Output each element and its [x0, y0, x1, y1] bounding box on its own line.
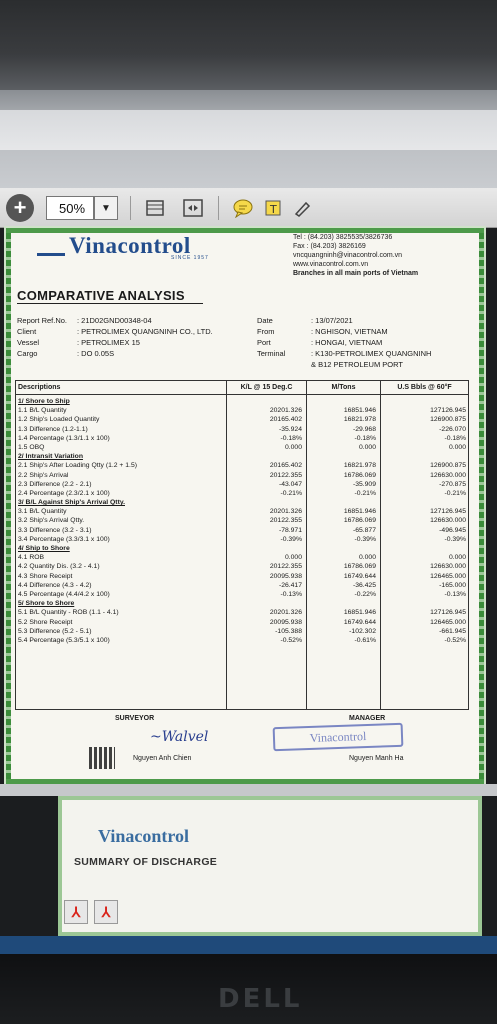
- row-description: 1.4 Percentage (1.3/1.1 x 100): [18, 434, 110, 442]
- pdf-file-button[interactable]: [64, 900, 88, 924]
- info-row: [17, 348, 213, 359]
- row-description: 4.2 Quantity Dis. (3.2 - 4.1): [18, 563, 100, 571]
- row-value: -35.909: [352, 480, 376, 488]
- section-heading: 3/ B/L Against Ship's Arrival Qtty.: [18, 499, 125, 507]
- row-value: 20095.938: [269, 572, 302, 580]
- info-value: : 13/07/2021: [311, 316, 353, 325]
- row-description: 3.4 Percentage (3.3/3.1 x 100): [18, 535, 110, 543]
- analysis-table: [15, 380, 469, 710]
- info-value: & B12 PETROLEUM PORT: [311, 360, 403, 369]
- row-description: 1.5 OBQ: [18, 443, 45, 451]
- kl-column: [228, 397, 302, 645]
- row-value: -26.417: [278, 581, 302, 589]
- row-value: -0.21%: [280, 489, 302, 497]
- since-label: SINCE 1957: [171, 255, 209, 261]
- row-value: 20122.355: [269, 563, 302, 571]
- row-value: 126465.000: [430, 572, 466, 580]
- row-value: 16786.069: [343, 517, 376, 525]
- fit-width-button[interactable]: [180, 194, 206, 222]
- row-value: -35.924: [278, 425, 302, 433]
- row-description: 2.4 Percentage (2.3/2.1 x 100): [18, 489, 110, 497]
- header-descriptions: Descriptions: [16, 381, 226, 395]
- sign-icon: [293, 198, 313, 218]
- fit-page-icon: [145, 198, 165, 218]
- info-key: Vessel: [17, 338, 40, 347]
- row-value: -0.39%: [354, 535, 376, 543]
- page2-title: SUMMARY OF DISCHARGE: [74, 856, 218, 868]
- pdf-toolbar: [0, 188, 497, 228]
- row-value: -0.61%: [354, 636, 376, 644]
- zoom-input[interactable]: 50%: [46, 196, 94, 220]
- add-button[interactable]: [6, 194, 34, 222]
- row-value: 0.000: [448, 554, 466, 562]
- row-value: -0.52%: [280, 636, 302, 644]
- bbls-column: [382, 397, 466, 645]
- row-value: 20201.326: [269, 407, 302, 415]
- row-value: [308, 397, 376, 406]
- row-description: 3.2 Ship's Arrival Qtty.: [18, 517, 85, 525]
- row-description: 5.4 Percentage (5.3/5.1 x 100): [18, 636, 110, 644]
- row-description: 5.2 Shore Receipt: [18, 618, 73, 626]
- manager-label: MANAGER: [349, 715, 386, 722]
- row-value: -105.388: [275, 627, 302, 635]
- column-divider: [380, 395, 381, 709]
- toolbar-divider: [218, 196, 219, 220]
- fit-page-button[interactable]: [142, 194, 168, 222]
- info-value: : NGHISON, VIETNAM: [311, 327, 388, 336]
- row-value: -0.13%: [280, 590, 302, 598]
- info-row: [17, 315, 213, 326]
- row-value: -226.070: [439, 425, 466, 433]
- descriptions-column: [18, 397, 224, 645]
- highlight-icon: [263, 198, 283, 218]
- row-value: 20165.402: [269, 462, 302, 470]
- svg-text:T: T: [270, 203, 277, 216]
- document-title: COMPARATIVE ANALYSIS: [17, 288, 185, 303]
- row-value: 16821.978: [343, 462, 376, 470]
- pdf-file-button[interactable]: [94, 900, 118, 924]
- row-value: 126630.000: [430, 517, 466, 525]
- row-value: 127126.945: [430, 508, 466, 516]
- row-value: [228, 397, 302, 406]
- row-description: 1.3 Difference (1.2-1.1): [18, 425, 88, 433]
- window-shade: [0, 110, 497, 150]
- section-heading: 5/ Shore to Shore: [18, 600, 75, 608]
- row-value: 16749.644: [343, 618, 376, 626]
- pdf-page-1[interactable]: [6, 228, 484, 784]
- title-underline: [17, 303, 203, 304]
- info-value: : DO 0.05S: [77, 349, 115, 358]
- row-value: [308, 599, 376, 608]
- pdf-icon: ⅄: [71, 904, 81, 920]
- row-value: 127126.945: [430, 609, 466, 617]
- row-value: 126900.875: [430, 462, 466, 470]
- info-value: : 21D02GND00348-04: [77, 316, 152, 325]
- signature-area: [15, 711, 469, 779]
- company-stamp: Vinacontrol: [273, 723, 404, 752]
- row-description: 5.1 B/L Quantity - ROB (1.1 - 4.1): [18, 609, 119, 617]
- info-key: Report Ref.No.: [17, 316, 68, 325]
- row-value: -65.877: [352, 526, 376, 534]
- row-value: 0.000: [358, 554, 376, 562]
- row-description: 4.1 ROB: [18, 554, 45, 562]
- column-divider: [306, 395, 307, 709]
- section-heading: 2/ Intransit Variation: [18, 453, 83, 461]
- info-key: Client: [17, 327, 37, 336]
- row-description: 4.3 Shore Receipt: [18, 572, 73, 580]
- header-kl: K/L @ 15 Deg.C: [226, 381, 306, 395]
- row-value: [228, 544, 302, 553]
- row-value: -29.968: [352, 425, 376, 433]
- row-description: 4.5 Percentage (4.4/4.2 x 100): [18, 590, 110, 598]
- row-value: [382, 397, 466, 406]
- comment-icon: [232, 198, 254, 218]
- info-row: [17, 326, 213, 337]
- row-description: 3.1 B/L Quantity: [18, 508, 67, 516]
- row-value: 16821.978: [343, 416, 376, 424]
- report-info-values: [311, 315, 481, 370]
- row-value: -0.39%: [280, 535, 302, 543]
- header-bbls: U.S Bbls @ 60°F: [380, 381, 468, 395]
- surveyor-label: SURVEYOR: [115, 715, 155, 722]
- monitor-bezel-top: [0, 0, 497, 90]
- mtons-column: [308, 397, 376, 645]
- row-value: -0.21%: [444, 489, 466, 497]
- info-row: [17, 337, 213, 348]
- row-value: 16851.946: [343, 407, 376, 415]
- header-mtons: M/Tons: [306, 381, 380, 395]
- info-value: : PETROLIMEX 15: [77, 338, 140, 347]
- row-value: -36.425: [352, 581, 376, 589]
- row-value: 16851.946: [343, 609, 376, 617]
- row-value: 16749.644: [343, 572, 376, 580]
- row-value: 20165.402: [269, 416, 302, 424]
- row-value: 20201.326: [269, 508, 302, 516]
- row-value: -0.13%: [444, 590, 466, 598]
- row-value: -0.21%: [354, 489, 376, 497]
- row-value: 20201.326: [269, 609, 302, 617]
- row-value: 16786.069: [343, 563, 376, 571]
- row-description: 1.2 Ship's Loaded Quantity: [18, 416, 100, 424]
- row-value: [382, 599, 466, 608]
- qr-code-icon: [89, 747, 115, 769]
- info-value: : PETROLIMEX QUANGNINH CO., LTD.: [77, 327, 213, 336]
- fit-width-icon: [182, 198, 204, 218]
- row-description: 4.4 Difference (4.3 - 4.2): [18, 581, 92, 589]
- row-value: -102.302: [349, 627, 376, 635]
- row-value: 126900.875: [430, 416, 466, 424]
- row-value: [308, 544, 376, 553]
- chevron-down-icon: ▼: [101, 202, 111, 214]
- row-value: [382, 452, 466, 461]
- row-value: -0.39%: [444, 535, 466, 543]
- info-value: : K130-PETROLIMEX QUANGNINH: [311, 349, 432, 358]
- row-value: -270.875: [439, 480, 466, 488]
- row-value: 16786.069: [343, 471, 376, 479]
- row-description: 3.3 Difference (3.2 - 3.1): [18, 526, 92, 534]
- row-description: 2.3 Difference (2.2 - 2.1): [18, 480, 92, 488]
- row-value: 20122.355: [269, 471, 302, 479]
- plus-circle-icon: +: [13, 195, 27, 220]
- row-value: 16851.946: [343, 508, 376, 516]
- row-value: [308, 498, 376, 507]
- comment-button[interactable]: [230, 194, 256, 222]
- toolbar-divider: [130, 196, 131, 220]
- page-gap: [0, 784, 497, 796]
- info-label: From: [257, 327, 275, 336]
- column-divider: [226, 395, 227, 709]
- row-description: 1.1 B/L Quantity: [18, 407, 67, 415]
- info-label: Date: [257, 316, 273, 325]
- pdf-page-2[interactable]: [58, 796, 482, 936]
- row-value: -43.047: [278, 480, 302, 488]
- row-value: 127126.945: [430, 407, 466, 415]
- company-logo: Vinacontrol: [98, 826, 190, 846]
- row-value: -661.945: [439, 627, 466, 635]
- pdf-icon: ⅄: [101, 904, 111, 920]
- info-label: Terminal: [257, 349, 286, 358]
- row-value: -0.22%: [354, 590, 376, 598]
- row-value: [382, 544, 466, 553]
- row-value: 0.000: [284, 554, 302, 562]
- zoom-dropdown-button[interactable]: [94, 196, 118, 220]
- row-value: -0.18%: [354, 434, 376, 442]
- row-value: -165.000: [439, 581, 466, 589]
- company-logo: Vinacontrol: [37, 233, 191, 259]
- row-value: 126630.000: [430, 471, 466, 479]
- info-value: : HONGAI, VIETNAM: [311, 338, 383, 347]
- highlight-button[interactable]: [260, 194, 286, 222]
- taskbar: [0, 936, 497, 954]
- contact-block: Tel : (84.203) 3825535/3826736 Fax : (84.203) 3826169 vncquangninh@vinacontrol.com.vn www.vinacontrol.com.vn Branches in all main ports of Vietnam: [293, 234, 419, 277]
- manager-name: Nguyen Manh Ha: [349, 755, 404, 762]
- row-value: 0.000: [284, 443, 302, 451]
- row-value: [228, 452, 302, 461]
- row-value: [382, 498, 466, 507]
- section-heading: 1/ Shore to Ship: [18, 398, 70, 405]
- monitor-brand-logo: DELL: [218, 984, 303, 1014]
- row-value: 126465.000: [430, 618, 466, 626]
- row-value: 20095.938: [269, 618, 302, 626]
- row-description: 2.2 Ship's Arrival: [18, 471, 69, 479]
- row-value: 0.000: [358, 443, 376, 451]
- section-heading: 4/ Ship to Shore: [18, 545, 70, 552]
- row-value: [228, 599, 302, 608]
- row-value: -496.945: [439, 526, 466, 534]
- info-label: Port: [257, 338, 271, 347]
- row-value: -0.18%: [280, 434, 302, 442]
- sign-button[interactable]: [290, 194, 316, 222]
- row-description: 5.3 Difference (5.2 - 5.1): [18, 627, 92, 635]
- row-value: -78.971: [278, 526, 302, 534]
- row-value: [308, 452, 376, 461]
- row-value: 0.000: [448, 443, 466, 451]
- row-value: 126630.000: [430, 563, 466, 571]
- row-description: 2.1 Ship's After Loading Qtty (1.2 + 1.5): [18, 462, 137, 470]
- row-value: -0.18%: [444, 434, 466, 442]
- row-value: -0.52%: [444, 636, 466, 644]
- row-value: 20122.355: [269, 517, 302, 525]
- info-key: Cargo: [17, 349, 38, 358]
- report-info-left: [17, 315, 213, 359]
- report-info-labels: [257, 315, 285, 359]
- border-decoration: [6, 233, 11, 779]
- surveyor-name: Nguyen Anh Chien: [133, 755, 192, 762]
- row-value: [228, 498, 302, 507]
- surveyor-signature: ~Walvel: [150, 729, 209, 745]
